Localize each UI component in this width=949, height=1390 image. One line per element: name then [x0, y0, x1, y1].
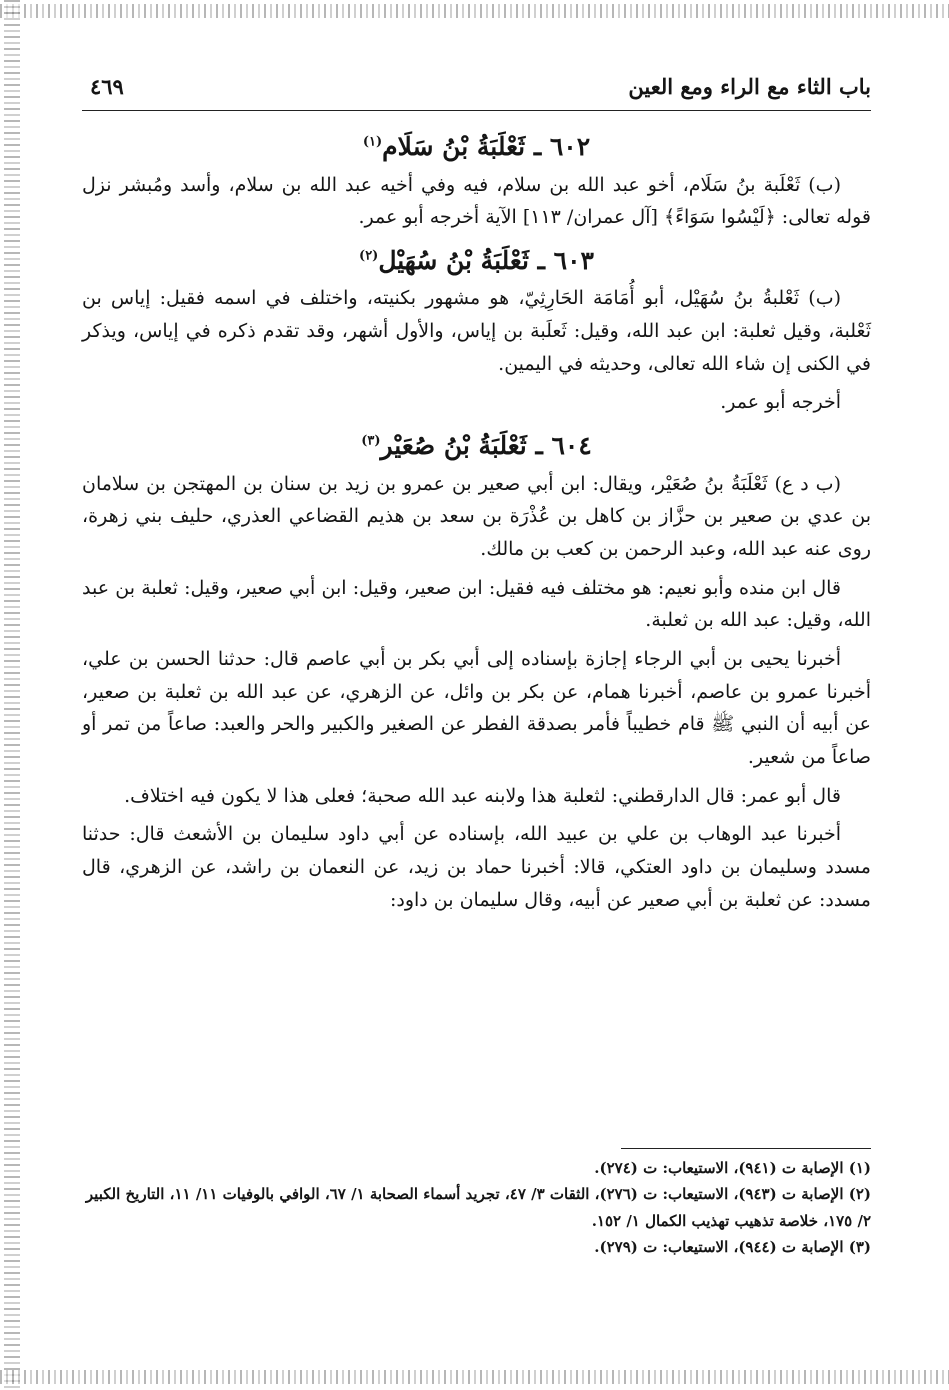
entry-title-text: ٦٠٤ ـ ثَعْلَبَةُ بْنُ صُعَيْر: [380, 431, 592, 461]
entry-paragraph: (ب) ثَعْلبةُ بنُ سُهَيْل، أبو أُمَامَة الحَارِثِيّ، هو مشهور بكنيته، واختلف في اسمه فقيل: إياس بن ثَعْلبة، وقيل ثعلبة: ابن عبد الله، وقيل: ثَعلَبة بن إياس، والأول أشهر، وقد تقدم ذكره في إياس، ويذكر في الكنى إن شاء الله تعالى، وحديثه في اليمين.: [82, 287, 871, 375]
footnote-ref: (٣): [361, 433, 381, 449]
entry-title-text: ٦٠٢ ـ ثَعْلَبَةُ بْنُ سَلَام: [382, 132, 591, 161]
footnote: (٣) الإصابة ت (٩٤٤)، الاستيعاب: ت (٢٧٩).: [594, 1237, 871, 1256]
entry-paragraph: قال أبو عمر: قال الدارقطني: لثعلبة هذا ولابنه عبد الله صحبة؛ فعلى هذا لا يكون فيه اختلاف.: [124, 784, 841, 807]
running-head: باب الثاء مع الراء ومع العين: [628, 74, 871, 99]
decorative-border-bottom: [0, 1370, 949, 1384]
entry-paragraph: أخبرنا عبد الوهاب بن علي بن عبيد الله، بإسناده عن أبي داود سليمان بن الأشعث قال: حدثنا مسدد وسليمان بن داود العتكي، قالا: أخبرنا حماد بن زيد، عن النعمان بن راشد، عن الزهري، قال مسدد: عن ثعلبة بن أبي صعير عن أبيه، وقال سليمان بن داود:: [82, 823, 871, 911]
footnote-ref: (٢): [359, 248, 379, 264]
entry-paragraph: (ب) ثَعْلَبة بنُ سَلَام، أخو عبد الله بن سلام، فيه وفي أخيه عبد الله بن سلام، وأسد ومُبشر نزل قوله تعالى: ﴿لَيْسُوا سَوَاءً﴾ [آل عمران/ ١١٣] الآية أخرجه أبو عمر.: [82, 173, 871, 229]
footnote-rule: [621, 1148, 871, 1149]
footnote: (١) الإصابة ت (٩٤١)، الاستيعاب: ت (٢٧٤).: [594, 1159, 871, 1177]
page-header: [82, 70, 871, 111]
entry-title: [82, 126, 871, 169]
entry-title: [82, 240, 871, 283]
footnotes: [82, 1148, 871, 1260]
entry-title-text: ٦٠٣ ـ ثَعْلَبَةُ بْنُ سُهَيْل: [378, 245, 594, 275]
page-body: [82, 126, 871, 922]
footnote-ref: (١): [362, 134, 383, 150]
decorative-border-left: [4, 0, 20, 1390]
entry-paragraph: أخرجه أبو عمر.: [720, 391, 841, 414]
entry-paragraph: قال ابن منده وأبو نعيم: هو مختلف فيه فقيل: ابن صعير، وقيل: ابن أبي صعير، وقيل: ثعلبة بن عبد الله، وقيل: عبد الله بن ثعلبة.: [82, 576, 871, 632]
entry-title: [82, 425, 871, 468]
footnote: (٢) الإصابة ت (٩٤٣)، الاستيعاب: ت (٢٧٦)، الثقات ٣/ ٤٧، تجريد أسماء الصحابة ١/ ٦٧، الوافي بالوفيات ١١/ ١١، التاريخ الكبير ٢/ ١٧٥، خلاصة تذهيب تهذيب الكمال ١/ ١٥٢.: [85, 1185, 871, 1230]
entry-paragraph: (ب د ع) ثَعْلَبَةُ بنُ صُعَيْر، ويقال: ابن أبي صعير بن عمرو بن زيد بن سنان بن المهتجن بن سلامان بن عدي بن صعير بن حزَّاز بن كاهل بن عُذْرَة بن سعد بن هذيم القضاعي العذري، حليف بني زهرة، روى عنه عبد الله، وعبد الرحمن بن كعب بن مالك.: [82, 472, 871, 560]
entry-paragraph: أخبرنا يحيى بن أبي الرجاء إجازة بإسناده إلى أبي بكر بن أبي عاصم قال: حدثنا الحسن بن علي، أخبرنا عمرو بن عاصم، أخبرنا همام، عن بكر بن وائل، عن الزهري، عن عبد الله بن ثعلبة بن صعير، عن أبيه أن النبي ﷺ قام خطيباً فأمر بصدقة الفطر عن الصغير والكبير والحر والعبد: صاعاً من تمر أو صاعاً من شعير.: [82, 647, 871, 768]
decorative-border-top: [0, 4, 949, 18]
page-number: ٤٦٩: [90, 74, 124, 99]
